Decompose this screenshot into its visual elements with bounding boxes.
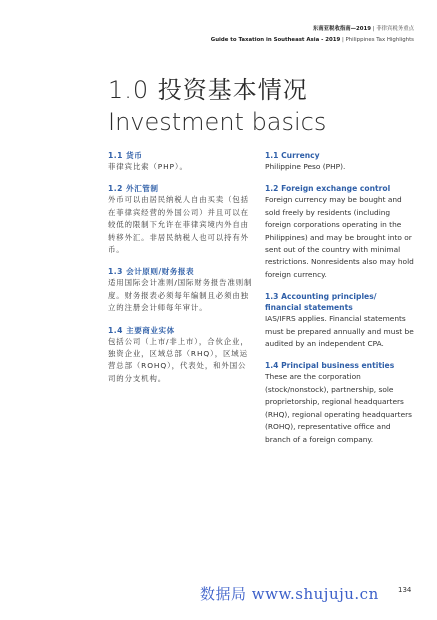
section-body: Philippine Peso (PHP). [265,162,346,171]
english-column [265,150,415,456]
header-guide-title-zh: 东南亚税收指南—2019 [312,26,372,32]
section-heading: 1.2 Foreign exchange control [265,184,391,194]
chapter-title-en: Investment basics [108,108,327,136]
section-currency-zh [108,150,254,173]
section-body: IAS/IFRS applies. Financial statements must be prepared annually and must be audited by an independent CPA. [265,314,414,349]
section-heading: 1.4 Principal business entities [265,361,395,371]
section-heading: 1.1 货币 [108,151,143,160]
section-body: 菲律宾比索（PHP）。 [108,162,188,171]
chinese-column [108,150,254,395]
section-fx-control-zh [108,183,254,256]
section-body: Foreign currency may be bought and sold freely by residents (including foreign corporations operating in the Philippines) and may be brought into or sent out of the country with minimal restrictions. Nonresidents also may hold foreign currency. [265,195,414,279]
section-heading: 1.3 Accounting principles/ financial statements [265,292,377,313]
section-body: 包括公司（上市/非上市），合伙企业，独资企业，区域总部（RHQ），区域运营总部（ROHQ），代表处，和外国公司的分支机构。 [108,336,249,383]
header-line-zh [211,24,414,35]
section-accounting-en [265,291,415,350]
header-section-zh: | 菲律宾税务重点 [372,26,414,32]
header-line-en [211,35,414,46]
section-heading: 1.4 主要商业实体 [108,325,175,335]
chapter-title [108,74,326,139]
section-body: 外币可以由居民纳税人自由买卖（包括在菲律宾经营的外国公司）并且可以在较低的限制下允许在菲律宾境内外自由转移外汇。非居民纳税人也可以持有外币。 [108,195,249,255]
page-number: 134 [398,586,412,594]
section-body: These are the corporation (stock/nonstock), partnership, sole proprietorship, regional headquarters (RHQ), regional operating headquarters (ROHQ), representative office and branch of a foreign company. [265,372,413,444]
section-fx-control-en [265,183,415,281]
header-guide-title-en: Guide to Taxation in Southeast Asia - 2019 [210,37,341,43]
watermark: 数据局 www.shujuju.cn [200,585,379,603]
running-header [211,24,414,46]
section-heading: 1.2 外汇管制 [108,184,159,194]
section-entities-en [265,360,415,445]
section-entities-zh [108,325,254,386]
section-body: 适用国际会计准则/国际财务报告准则制度。财务报表必须每年编制且必须由独立的注册会计师每年审计。 [108,278,253,313]
section-currency-en [265,150,415,173]
section-accounting-zh [108,266,254,314]
section-heading: 1.3 会计原则/财务报表 [108,267,195,277]
header-section-en: | Philippines Tax Highlights [341,37,414,43]
section-heading: 1.1 Currency [265,151,320,160]
chapter-title-zh: 1.0 投资基本情况 [108,76,308,104]
